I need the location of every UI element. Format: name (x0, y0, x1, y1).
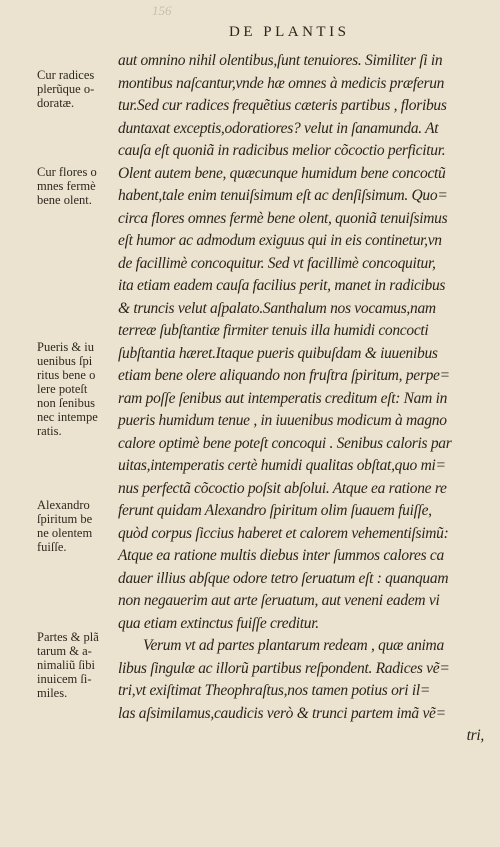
text-line: ita etiam eadem cauſa facilius perit, manet in radicibus (118, 277, 446, 294)
text-line: & truncis velut aſpalato.Santhalum nos vocamus,nam (118, 299, 436, 317)
margin-note-line: tarum & a- (37, 644, 92, 658)
margin-note-line: nec intempe (37, 410, 98, 424)
text-line: libus ſingulæ ac illorũ partibus reſpondent. Radices vẽ= (118, 659, 450, 677)
text-line: eſt humor ac admodum exiguus qui in eis continetur,vn (118, 232, 442, 249)
margin-note-line: nimaliũ ſibi (37, 658, 95, 672)
margin-note-line: lere poteſt (37, 382, 88, 396)
margin-note-line: Cur radices (37, 68, 95, 82)
margin-note-line: mnes fermè (37, 179, 96, 193)
margin-note-line: Partes & plã (37, 630, 99, 644)
margin-note-partes (37, 630, 115, 700)
text-line: tri, (466, 727, 484, 744)
text-line: ſubſtantia hæret.Itaque pueris quibuſdam & iuuenibus (118, 344, 438, 362)
margin-note-line: Pueris & iu (37, 340, 94, 354)
margin-note-line: uenibus ſpi (37, 354, 93, 368)
margin-note-line: inuicem ſi- (37, 672, 92, 686)
margin-note-line: non ſenibus (37, 396, 95, 410)
text-line: aut omnino nihil olentibus,ſunt tenuiores. Similiter ſi in (118, 52, 443, 69)
page-number: 156 (152, 3, 172, 18)
margin-note-line: bene olent. (37, 193, 92, 207)
text-line: non negauerim aut arte ſeruatum, aut veneni eadem vi (118, 592, 440, 609)
text-line: circa flores omnes fermè bene olent, quoniã tenuiſsimus (118, 209, 448, 227)
margin-note-line: plerũque o- (37, 82, 95, 96)
text-line: habent,tale enim tenuiſsimum eſt ac denſiſsimum. Quo= (118, 187, 448, 204)
margin-note-line: fuiſſe. (37, 540, 67, 554)
text-line: de facillimè concoquitur. Sed vt facillimè concoquitur, (118, 254, 436, 272)
text-line: nus perfectã cõcoctio poſsit abſolui. Atque ea ratione re (118, 479, 447, 497)
margin-note-line: doratæ. (37, 96, 75, 110)
text-line: pueris humidum tenue , in iuuenibus modicum à magno (118, 412, 447, 429)
text-line: duntaxat exceptis,odoratiores? velut in ſanamunda. At (118, 119, 439, 137)
margin-note-pueris (37, 340, 115, 438)
margin-note-line: miles. (37, 686, 68, 700)
margin-note-line: ſpiritum be (37, 512, 93, 526)
margin-note-alexandro (37, 498, 115, 554)
text-line: tur.Sed cur radices frequẽtius cæteris partibus , floribus (118, 97, 447, 114)
text-line: ferunt quidam Alexandro ſpiritum olim ſuauem fuiſſe, (118, 502, 432, 519)
text-line: Atque ea ratione multis diebus inter ſummos calores ca (118, 547, 444, 564)
text-line: quòd corpus ſiccius haberet et calorem vehementiſsimũ: (118, 524, 449, 542)
text-line: calore optimè bene poteſt concoqui . Senibus caloris par (118, 434, 452, 452)
text-line: las aſsimilamus,caudicis verò & trunci partem imã vẽ= (118, 704, 446, 722)
running-header: DE PLANTIS (229, 24, 350, 40)
margin-note-radices (37, 68, 115, 110)
margin-note-line: ritus bene o (37, 368, 96, 382)
margin-note-line: Cur flores o (37, 165, 97, 179)
text-line: uitas,intemperatis certè humidi qualitas obſtat,quo mi= (118, 457, 446, 474)
text-line: cauſa eſt quoniã in radicibus melior cõcoctio perficitur. (118, 142, 446, 159)
main-text-block (118, 50, 488, 748)
text-line: terreæ ſubſtantiæ firmiter tenuis illa humidi concocti (118, 322, 429, 339)
text-line: montibus naſcantur,vnde hæ omnes à medicis præferun (118, 74, 445, 92)
margin-note-line: ne olentem (37, 526, 93, 540)
text-line: etiam bene olere aliquando non fruſtra ſpiritum, perpe= (118, 367, 450, 384)
text-line: Verum vt ad partes plantarum redeam , quæ anima (143, 637, 444, 654)
margin-note-line: ratis. (37, 424, 62, 438)
margin-note-line: Alexandro (37, 498, 90, 512)
margin-note-flores (37, 165, 115, 207)
text-line: dauer illius abſque odore tetro ſeruatum eſt : quanquam (118, 569, 449, 587)
text-line: tri,vt exiſtimat Theophraſtus,nos tamen potius ori il= (118, 682, 431, 699)
text-line: ram poſſe ſenibus aut intemperatis creditum eſt: Nam in (118, 389, 448, 407)
text-line: qua etiam extinctus fuiſſe creditur. (118, 614, 319, 632)
text-line: Olent autem bene, quæcunque humidum bene concoctũ (118, 164, 446, 182)
